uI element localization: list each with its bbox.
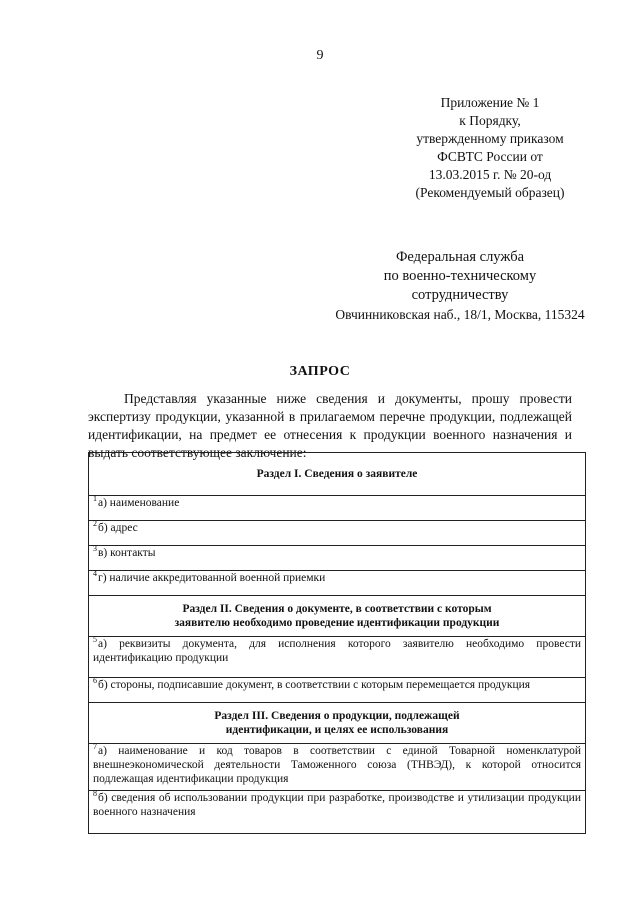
appendix-line: к Порядку, [459, 113, 521, 128]
recipient-line: Федеральная служба [395, 249, 525, 265]
field-name[interactable] [89, 496, 586, 521]
field-number: 3 [93, 544, 97, 554]
field-label: б) стороны, подписавшие документ, в соответствии с которым перемещается продукция [98, 679, 531, 691]
appendix-block [370, 94, 610, 202]
field-label: а) наименование [98, 497, 180, 509]
field-label: а) наименование и код товаров в соответствии с единой Товарной номенклатурой внешнеэкономической деятельности Таможенного союза (ТНВЭД), к которой относится подлежащая идентификации продукция [93, 745, 581, 785]
field-number: 8 [93, 789, 97, 799]
field-label: а) реквизиты документа, для исполнения которого заявителю необходимо провести идентификацию продукции [93, 638, 581, 664]
appendix-line: 13.03.2015 г. № 20-од [428, 167, 552, 182]
field-label: в) контакты [98, 547, 156, 559]
field-military-acceptance[interactable] [89, 571, 586, 596]
section-title-line: заявителю необходимо проведение идентификации продукции [174, 617, 500, 629]
appendix-line: (Рекомендуемый образец) [415, 185, 565, 200]
recipient-address: Овчинниковская наб., 18/1, Москва, 115324 [335, 307, 585, 322]
form-field-row [89, 678, 586, 703]
section-title-line: Раздел III. Сведения о продукции, подлежащей [214, 710, 460, 722]
form-field-row [89, 791, 586, 834]
section-header-1 [89, 453, 586, 496]
page-number: 9 [316, 48, 324, 63]
field-number: 6 [93, 676, 97, 686]
section-title [89, 596, 586, 637]
field-label: б) сведения об использовании продукции при разработке, производстве и утилизации продукции военного назначения [93, 792, 581, 818]
form-field-row [89, 571, 586, 596]
field-product-code[interactable] [89, 744, 586, 791]
section-title-line: идентификации, и целях ее использования [225, 724, 449, 736]
field-number: 2 [93, 519, 97, 529]
section-header-2 [89, 596, 586, 637]
field-address[interactable] [89, 521, 586, 546]
field-product-usage[interactable] [89, 791, 586, 834]
field-document-details[interactable] [89, 637, 586, 678]
field-document-parties[interactable] [89, 678, 586, 703]
field-contacts[interactable] [89, 546, 586, 571]
section-header-3 [89, 703, 586, 744]
form-field-row [89, 744, 586, 791]
form-field-row [89, 637, 586, 678]
recipient-line: сотрудничеству [411, 287, 509, 303]
field-label: г) наличие аккредитованной военной приемки [98, 572, 326, 584]
appendix-line: Приложение № 1 [440, 95, 540, 110]
recipient-block [300, 248, 620, 324]
section-title-line: Раздел II. Сведения о документе, в соответствии с которым [182, 603, 492, 615]
request-form-table [88, 452, 586, 834]
appendix-line: утвержденному приказом [416, 131, 564, 146]
field-number: 4 [93, 569, 97, 579]
field-label: б) адрес [98, 522, 138, 534]
field-number: 1 [93, 494, 97, 504]
form-field-row [89, 496, 586, 521]
intro-text: Представляя указанные ниже сведения и документы, прошу провести экспертизу продукции, указанной в прилагаемом перечне продукции, подлежащей идентификации, на предмет ее отнесения к продукции военного назначения и выдать соответствующее заключение: [88, 391, 572, 460]
appendix-line: ФСВТС России от [437, 149, 543, 164]
recipient-line: по военно-техническому [383, 268, 537, 284]
document-title: ЗАПРОС [289, 364, 351, 379]
form-field-row [89, 546, 586, 571]
field-number: 7 [93, 742, 97, 752]
section-title: Раздел I. Сведения о заявителе [89, 453, 586, 496]
field-number: 5 [93, 635, 97, 645]
section-title [89, 703, 586, 744]
form-field-row [89, 521, 586, 546]
